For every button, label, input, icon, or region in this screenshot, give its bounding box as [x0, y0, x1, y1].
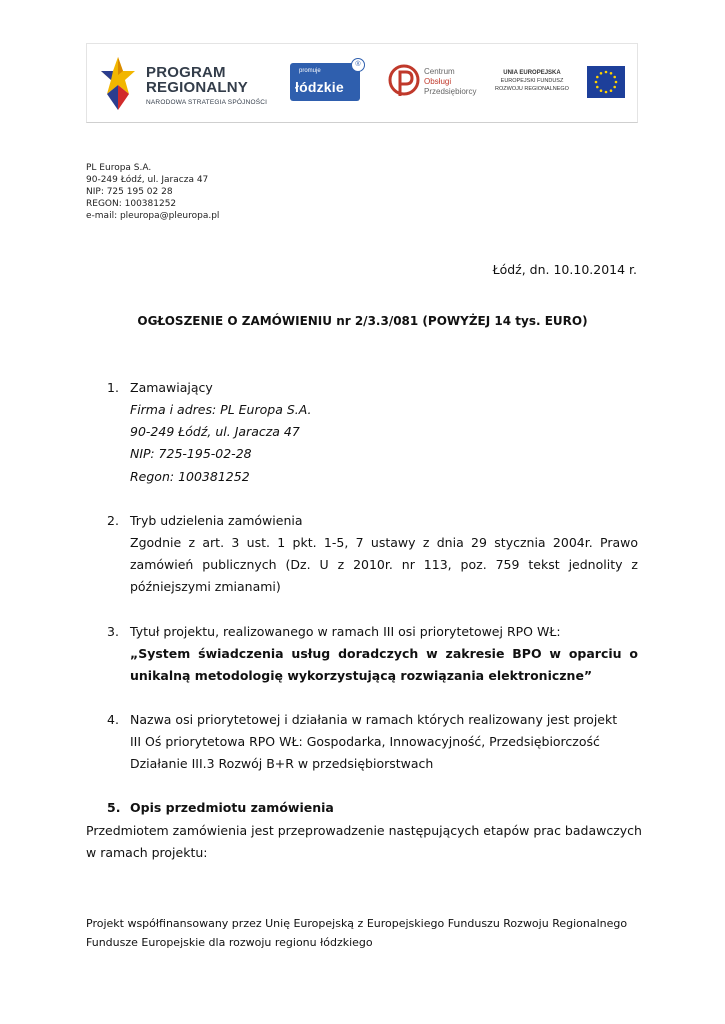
section-4-line: Działanie III.3 Rozwój B+R w przedsiębiorstwach: [130, 756, 434, 771]
document-date: Łódź, dn. 10.10.2014 r.: [492, 262, 637, 277]
section-3-number: 3.: [107, 624, 119, 639]
section-1-line: Firma i adres: PL Europa S.A.: [130, 402, 312, 417]
lodzkie-small-text: promuje: [299, 68, 321, 74]
sender-block: [86, 162, 219, 222]
program-regionalny-logo: [100, 55, 280, 113]
section-1-heading: Zamawiający: [130, 380, 213, 395]
section-5-number: 5.: [107, 800, 121, 815]
section-2-number: 2.: [107, 513, 119, 528]
section-1-line: Regon: 100381252: [130, 469, 250, 484]
sender-email: e-mail: pleuropa@pleuropa.pl: [86, 211, 220, 221]
section-4-number: 4.: [107, 712, 119, 727]
program-star-icon: [100, 55, 136, 111]
lodzkie-badge-icon: ®: [351, 58, 365, 72]
eu-text: UNIA EUROPEJSKA EUROPEJSKI FUNDUSZ ROZWOJU REGIONALNEGO: [495, 70, 569, 92]
section-5-line: w ramach projektu:: [86, 845, 208, 860]
section-1-number: 1.: [107, 380, 119, 395]
promuje-lodzkie-logo: [290, 63, 360, 101]
program-tagline: NARODOWA STRATEGIA SPÓJNOŚCI: [146, 99, 268, 106]
sender-company: PL Europa S.A.: [86, 163, 152, 173]
section-3-project-title: unikalną metodologię wykorzystującą rozwiązania elektroniczne”: [130, 668, 593, 683]
footer-line: Projekt współfinansowany przez Unię Europejską z Europejskiego Funduszu Rozwoju Regionalnego: [86, 917, 628, 930]
section-2-line: późniejszymi zmianami): [130, 579, 281, 594]
section-4-heading: Nazwa osi priorytetowej i działania w ramach których realizowany jest projekt: [130, 712, 618, 727]
section-2-line: zamówień publicznych (Dz. U z 2010r. nr 113, poz. 759 tekst jednolity z: [130, 557, 638, 572]
document-title: OGŁOSZENIE O ZAMÓWIENIU nr 2/3.3/081 (POWYŻEJ 14 tys. EURO): [137, 314, 588, 328]
program-title: PROGRAM REGIONALNY: [146, 64, 249, 96]
eu-logo: [488, 64, 628, 102]
section-3-heading: Tytuł projektu, realizowanego w ramach III osi priorytetowej RPO WŁ:: [130, 624, 561, 639]
centrum-p-icon: [388, 62, 420, 102]
section-1-line: 90-249 Łódź, ul. Jaracza 47: [130, 424, 300, 439]
section-2-line: Zgodnie z art. 3 ust. 1 pkt. 1-5, 7 ustawy z dnia 29 stycznia 2004r. Prawo: [130, 535, 638, 550]
centrum-obslugi-logo: [388, 62, 478, 102]
lodzkie-big-text: łódzkie: [295, 79, 344, 95]
section-4-line: III Oś priorytetowa RPO WŁ: Gospodarka, Innowacyjność, Przedsiębiorczość: [130, 734, 600, 749]
sender-nip: NIP: 725 195 02 28: [86, 187, 173, 197]
section-5-line: Przedmiotem zamówienia jest przeprowadzenie następujących etapów prac badawczych: [86, 823, 642, 838]
section-3-project-title: „System świadczenia usług doradczych w zakresie BPO w oparciu o: [130, 646, 638, 661]
section-2-heading: Tryb udzielenia zamówienia: [130, 513, 303, 528]
sender-address: 90-249 Łódź, ul. Jaracza 47: [86, 175, 209, 185]
eu-flag-icon: [587, 66, 625, 98]
centrum-text: Centrum Obsługi Przedsiębiorcy: [424, 67, 477, 96]
section-1-line: NIP: 725-195-02-28: [130, 446, 252, 461]
sender-regon: REGON: 100381252: [86, 199, 177, 209]
page-footer: [86, 914, 627, 952]
section-5-heading: Opis przedmiotu zamówienia: [130, 800, 334, 815]
footer-line: Fundusze Europejskie dla rozwoju regionu łódzkiego: [86, 936, 373, 949]
